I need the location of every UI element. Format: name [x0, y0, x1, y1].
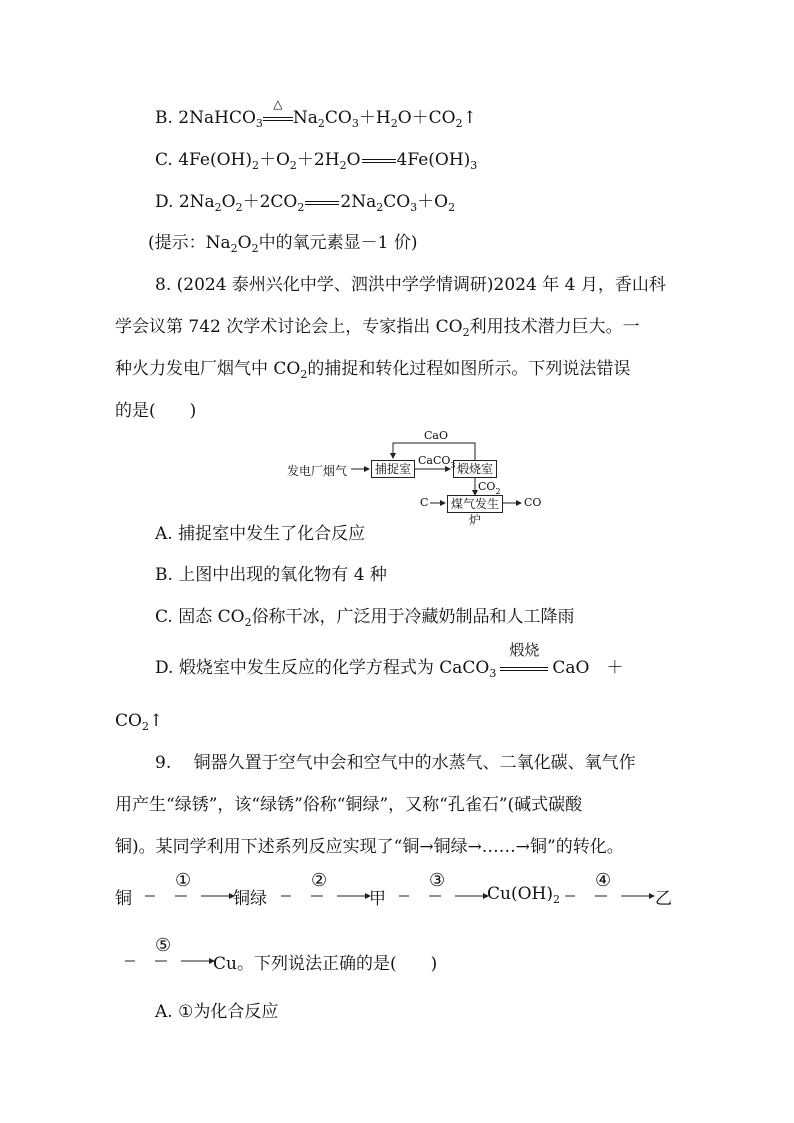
step-4-arrow — [565, 890, 655, 902]
option-c-equation: C. $4Fe(OH)_2+O_2+2H_2O$ $4Fe(OH)_3$ — [155, 150, 478, 172]
step-3-label: ③ — [429, 870, 446, 891]
reaction-chain-row2: ⑤ Cu。下列说法正确的是( ) — [125, 937, 625, 977]
reaction-chain-row1: 铜 ① 铜绿 ② 甲 ③ $Cu(OH)_2$ ④ 乙 — [115, 870, 672, 909]
q8-line2: 学会议第 742 次学术讨论会上，专家指出 $CO_2$利用技术潜力巨大。一 — [115, 317, 640, 339]
hint-text: (提示：$Na_2O_2$中的氧元素显－1 价) — [148, 233, 418, 255]
q8-option-d: D. 煅烧室中发生反应的化学方程式为 CaCO$_3$ 煅烧 CaO ＋ — [155, 641, 624, 680]
capture-room-box: 捕捉室 — [371, 460, 415, 478]
calcination-condition: 煅烧 — [500, 656, 548, 680]
option-b-equation: B. 2NaHCO$_3$ △ $Na_2CO_3+H_2O+CO_2↑$ — [155, 97, 477, 130]
flue-gas-label: 发电厂烟气 — [287, 464, 348, 478]
step-2-arrow — [281, 890, 371, 902]
step-1-arrow — [145, 890, 235, 902]
option-d-equation: D. $2Na_2O_2+2CO_2$ $2Na_2CO_3+O_2$ — [155, 192, 456, 214]
q8-option-d-cont: $CO_2↑$ — [115, 711, 164, 733]
q9-line3: 铜)。某同学利用下述系列反应实现了“铜→铜绿→……→铜”的转化。 — [115, 837, 624, 857]
co2-label: $CO_2$ — [478, 480, 501, 496]
carbon-input-label: C — [420, 496, 429, 509]
q8-option-b: B. 上图中出现的氧化物有 4 种 — [155, 565, 387, 585]
step-5-arrow — [125, 955, 215, 967]
q9-line1: 9. 铜器久置于空气中会和空气中的水蒸气、二氧化碳、氧气作 — [155, 753, 636, 773]
cao-label: CaO — [424, 429, 448, 442]
calcination-room-box: 煅烧室 — [453, 460, 497, 478]
co-output-label: CO — [524, 496, 542, 509]
q8-line4: 的是( ) — [115, 401, 197, 421]
step-1-label: ① — [175, 870, 192, 891]
q9-option-a: A. ①为化合反应 — [155, 1002, 279, 1022]
step-3-arrow — [399, 890, 489, 902]
q8-option-c: C. 固态 $CO_2$俗称干冰，广泛用于冷藏奶制品和人工降雨 — [155, 607, 575, 629]
gas-generator-box: 煤气发生炉 — [447, 495, 503, 513]
q9-line2: 用产生“绿锈”，该“绿锈”俗称“铜绿”，又称“孔雀石”(碱式碳酸 — [115, 795, 583, 815]
step-4-label: ④ — [595, 870, 612, 891]
q8-option-a: A. 捕捉室中发生了化合反应 — [155, 524, 366, 544]
step-5-label: ⑤ — [155, 935, 172, 956]
caco3-label: CaCO$_3$ — [418, 454, 456, 470]
q8-line3: 种火力发电厂烟气中 $CO_2$的捕捉和转化过程如图所示。下列说法错误 — [115, 359, 631, 381]
heating-condition: △ — [263, 106, 293, 130]
step-2-label: ② — [311, 870, 328, 891]
co2-capture-diagram — [285, 427, 550, 527]
q8-line1: 8. (2024 泰州兴化中学、泗洪中学学情调研)2024 年 4 月，香山科 — [155, 275, 666, 295]
